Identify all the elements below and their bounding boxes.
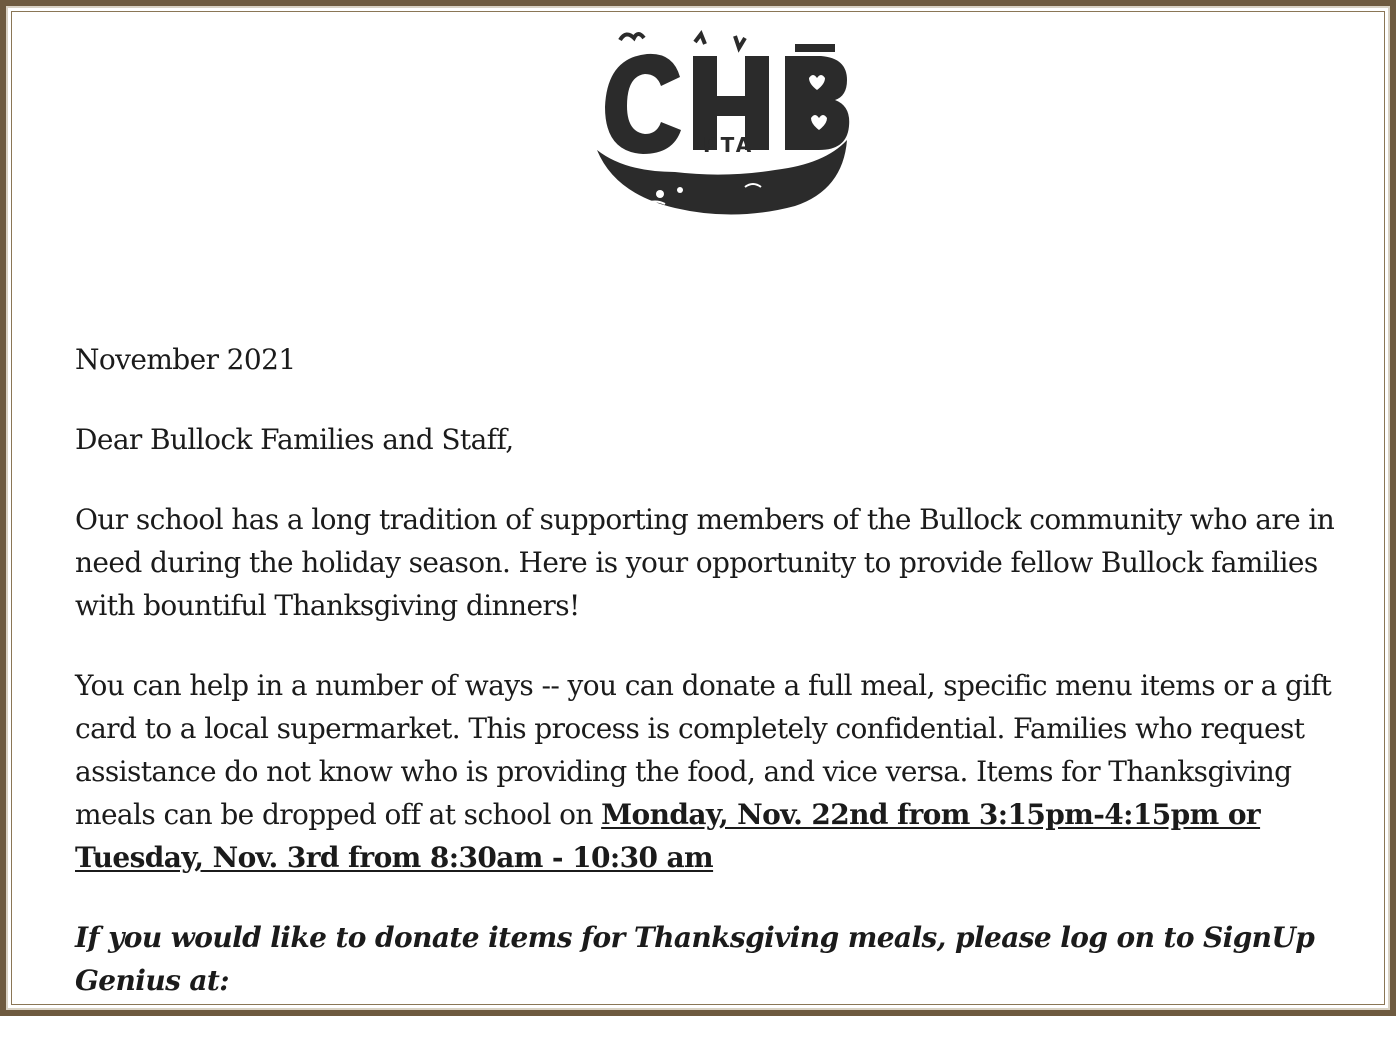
- letter-paragraph-2: [75, 664, 1340, 879]
- logo-pta-text: PTA: [703, 133, 755, 157]
- paragraph-2-text: You can help in a number of ways -- you can donate a full meal, specific menu items or a gift card to a local supermarket. This process is completely confidential. Families who request assistance do not know who is providing the food, and vice versa. Items for Thanksgiving meals can be dropped off at school on: [75, 669, 1332, 831]
- dropoff-times: Monday, Nov. 22nd from 3:15pm-4:15pm or Tuesday, Nov. 3rd from 8:30am - 10:30 am: [75, 798, 1261, 874]
- letter-paragraph-1: Our school has a long tradition of supporting members of the Bullock community who are in need during the holiday season. Here is your opportunity to provide fellow Bullock families with bountiful Thanksgiving dinners!: [75, 503, 1335, 622]
- chb-pta-logo: [585, 22, 860, 217]
- letter-body: [75, 338, 1340, 1039]
- logo-letter-b: [785, 56, 849, 150]
- signup-call-to-action: If you would like to donate items for Thanksgiving meals, please log on to SignUp Genius at:: [75, 921, 1315, 997]
- logo-letter-c: [605, 54, 681, 154]
- letter-salutation: Dear Bullock Families and Staff,: [75, 423, 514, 456]
- letter-date: November 2021: [75, 343, 296, 376]
